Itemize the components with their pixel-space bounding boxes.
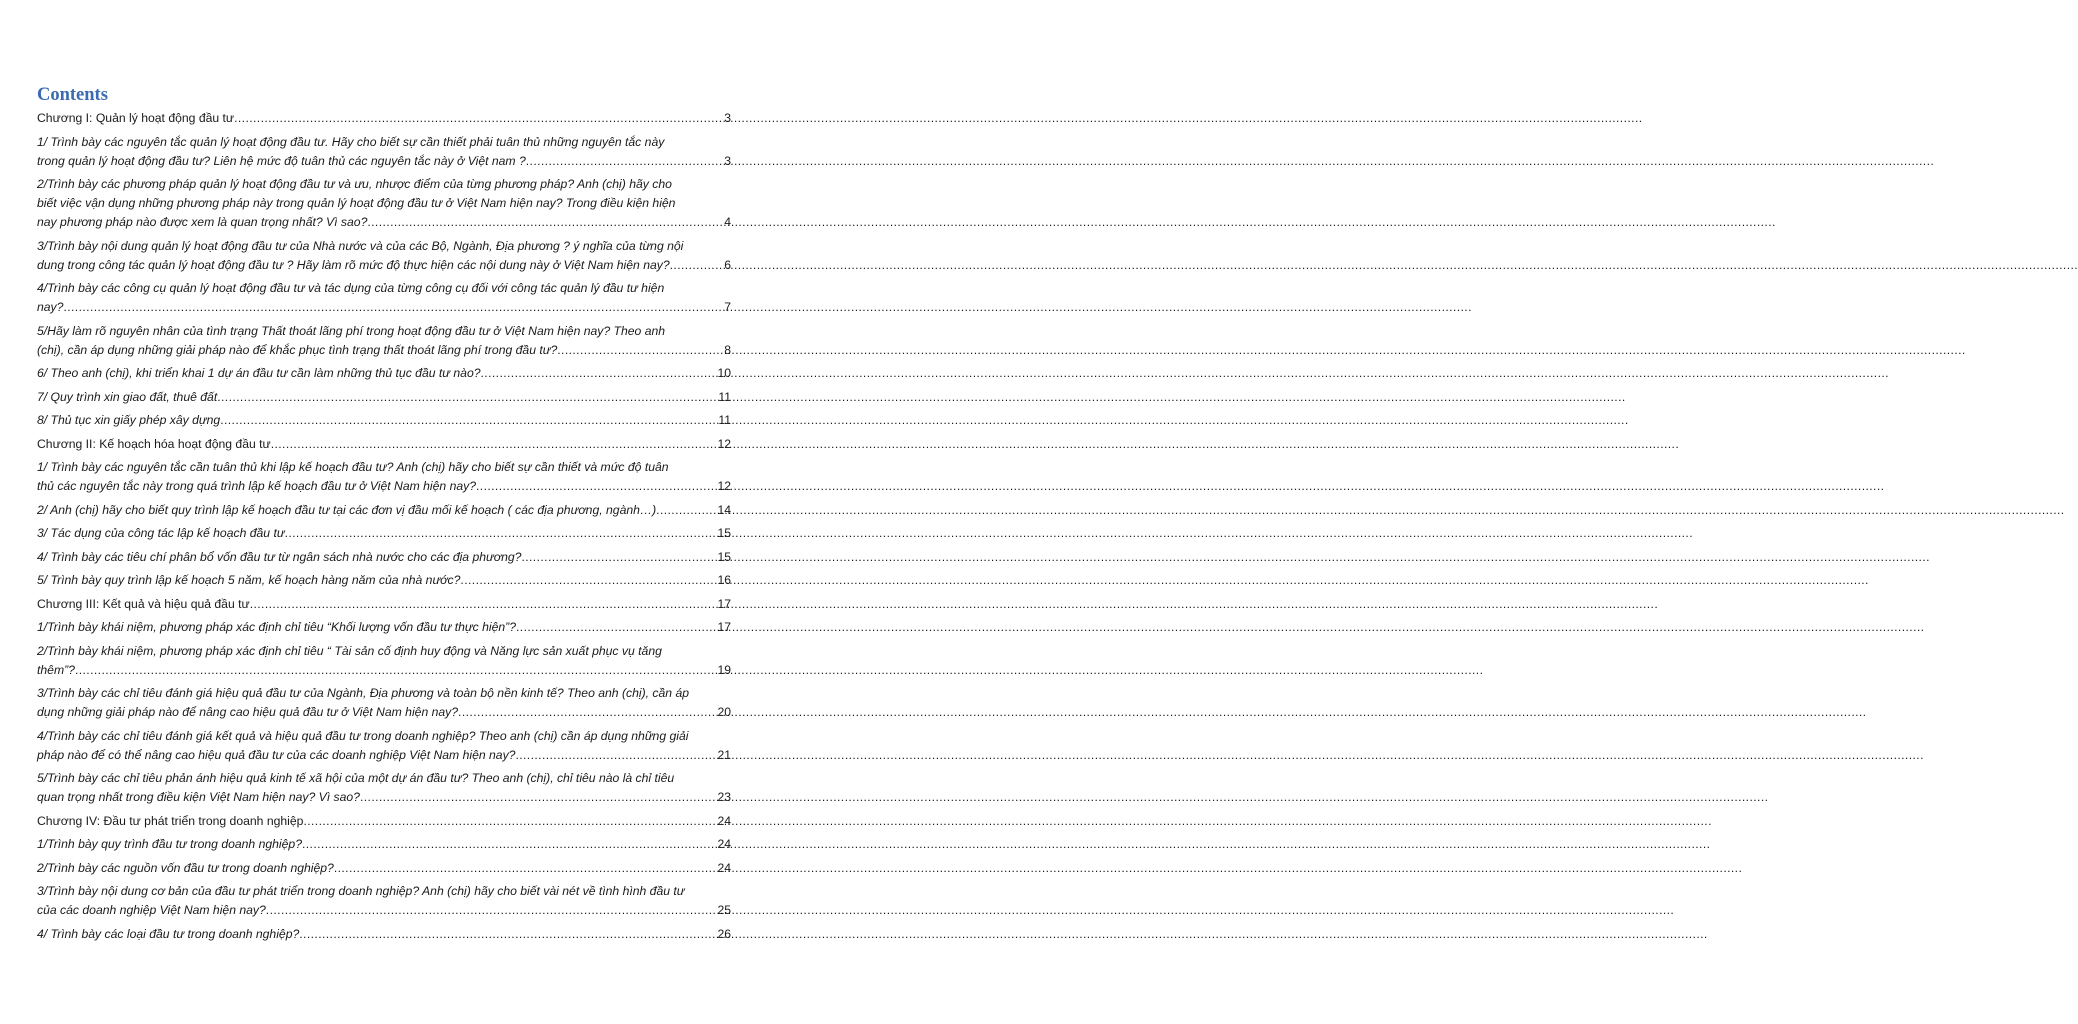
toc-dot-leader	[557, 341, 723, 360]
toc-list	[37, 109, 731, 944]
toc-entry-text-line: 1/ Trình bày các nguyên tắc cần tuân thủ khi lập kế hoạch đầu tư? Anh (chị) hãy cho biết sự cần thiết và mức độ tuân	[37, 460, 669, 474]
toc-entry-last-line	[37, 152, 731, 171]
toc-entry-last-line	[37, 901, 731, 920]
toc-question-entry[interactable]	[37, 322, 731, 360]
toc-entry-text-line: nay?	[37, 300, 64, 314]
toc-question-entry[interactable]	[37, 925, 731, 944]
toc-page-number: 24	[717, 837, 731, 851]
toc-page-number: 8	[724, 342, 731, 357]
toc-entry-last-line	[37, 925, 731, 944]
toc-page-number: 17	[717, 620, 731, 634]
toc-entry-text-line: Chương IV: Đầu tư phát triển trong doanh nghiệp	[37, 813, 304, 828]
toc-entry-last-line	[37, 548, 731, 567]
toc-entry-text-line: 4/Trình bày các công cụ quản lý hoạt động đầu tư và tác dụng của từng công cụ đối với công tác quản lý đầu tư hiện	[37, 281, 665, 295]
toc-question-entry[interactable]	[37, 524, 731, 543]
toc-dot-leader	[234, 109, 723, 128]
toc-question-entry[interactable]	[37, 501, 731, 520]
toc-dot-leader	[670, 256, 724, 275]
toc-question-entry[interactable]	[37, 458, 731, 496]
toc-entry-last-line	[37, 477, 731, 496]
toc-page-number: 7	[724, 300, 731, 314]
toc-dot-leader	[360, 788, 716, 807]
toc-page-number: 11	[718, 413, 731, 427]
toc-page-number: 6	[724, 257, 731, 272]
toc-entry-last-line	[37, 703, 731, 722]
toc-entry-text-line: 1/Trình bày quy trình đầu tư trong doanh nghiệp?	[37, 837, 302, 851]
toc-chapter-entry[interactable]	[37, 435, 731, 454]
toc-entry-text-line: dung trong công tác quản lý hoạt động đầu tư ? Hãy làm rõ mức độ thực hiện các nội dung này ở Việt Nam hiện nay?	[37, 257, 670, 272]
toc-entry-text-line: thêm”?	[37, 662, 75, 677]
toc-entry-text-line: pháp nào để có thể nâng cao hiệu quả đầu tư của các doanh nghiệp Việt Nam hiện nay?	[37, 747, 516, 762]
toc-entry-last-line	[37, 618, 731, 637]
toc-entry-text-line: 1/Trình bày khái niệm, phương pháp xác định chỉ tiêu “Khối lượng vốn đầu tư thực hiện”?	[37, 620, 517, 634]
toc-entry-text-line: 4/ Trình bày các tiêu chí phân bổ vốn đầu tư từ ngân sách nhà nước cho các địa phương?	[37, 549, 522, 564]
toc-entry-text-line: 2/Trình bày các nguồn vốn đầu tư trong doanh nghiệp?	[37, 860, 334, 875]
toc-page-number: 15	[717, 526, 731, 540]
toc-dot-leader	[334, 859, 717, 878]
toc-dot-leader	[521, 548, 716, 567]
toc-entry-text-line: Chương III: Kết quả và hiệu quả đầu tư	[37, 596, 250, 611]
toc-entry-text-line: Chương I: Quản lý hoạt động đầu tư	[37, 111, 235, 125]
toc-entry-text-line: Chương II: Kế hoạch hóa hoạt động đầu tư	[37, 436, 271, 451]
toc-entry-last-line	[37, 501, 731, 520]
toc-entry-text-line: của các doanh nghiệp Việt Nam hiện nay?	[37, 903, 266, 917]
toc-entry-last-line	[37, 411, 731, 430]
toc-question-entry[interactable]	[37, 571, 731, 590]
toc-question-entry[interactable]	[37, 882, 731, 920]
toc-entry-last-line	[37, 835, 731, 854]
toc-dot-leader	[250, 595, 717, 614]
toc-page-number: 12	[717, 436, 731, 451]
toc-question-entry[interactable]	[37, 279, 731, 317]
toc-dot-leader	[526, 152, 723, 171]
toc-entry-last-line	[37, 571, 731, 590]
toc-entry-text-line: 2/ Anh (chị) hãy cho biết quy trình lập kế hoạch đầu tư tại các đơn vị đầu mối kế hoạch ( các địa phương, ngành…)	[37, 502, 657, 517]
toc-question-entry[interactable]	[37, 618, 731, 637]
toc-entry-last-line	[37, 524, 731, 543]
toc-dot-leader	[481, 364, 717, 383]
toc-entry-last-line	[37, 256, 731, 275]
toc-chapter-entry[interactable]	[37, 595, 731, 614]
toc-entry-text-line: 5/Trình bày các chỉ tiêu phản ánh hiệu quả kinh tế xã hội của một dự án đầu tư? Theo anh (chị), chỉ tiêu nào là chỉ tiêu	[37, 771, 675, 785]
toc-dot-leader	[515, 746, 716, 765]
toc-question-entry[interactable]	[37, 727, 731, 765]
toc-page-number: 21	[717, 747, 731, 762]
toc-entry-text-line: 3/ Tác dụng của công tác lập kế hoạch đầu tư	[37, 526, 285, 540]
toc-entry-text-line: 8/ Thủ tục xin giấy phép xây dựng	[37, 413, 221, 427]
toc-entry-text-line: 6/ Theo anh (chị), khi triển khai 1 dự án đầu tư cần làm những thủ tục đầu tư nào?	[37, 366, 481, 380]
toc-page-number: 12	[717, 479, 731, 493]
toc-entry-text-line: 2/Trình bày các phương pháp quản lý hoạt động đầu tư và ưu, nhược điểm của từng phương pháp? Anh (chị) hãy cho	[37, 177, 672, 191]
toc-page-number: 15	[717, 549, 731, 564]
toc-entry-text-line: 2/Trình bày khái niệm, phương pháp xác định chỉ tiêu “ Tài sản cố định huy động và Năng lực sản xuất phục vụ tăng	[37, 643, 662, 658]
toc-chapter-entry[interactable]	[37, 812, 731, 831]
toc-question-entry[interactable]	[37, 237, 731, 275]
toc-page-number: 20	[717, 705, 731, 719]
toc-dot-leader	[63, 298, 723, 317]
toc-page-number: 4	[724, 215, 731, 229]
toc-page-number: 14	[717, 502, 731, 517]
toc-entry-text-line: dụng những giải pháp nào để nâng cao hiệu quả đầu tư ở Việt Nam hiện nay?	[37, 705, 459, 719]
toc-question-entry[interactable]	[37, 684, 731, 722]
toc-dot-leader	[476, 477, 716, 496]
toc-question-entry[interactable]	[37, 548, 731, 567]
toc-question-entry[interactable]	[37, 411, 731, 430]
toc-entry-last-line	[37, 435, 731, 454]
toc-entry-last-line	[37, 298, 731, 317]
toc-question-entry[interactable]	[37, 859, 731, 878]
toc-entry-text-line: 5/ Trình bày quy trình lập kế hoạch 5 năm, kế hoạch hàng năm của nhà nước?	[37, 573, 461, 587]
toc-question-entry[interactable]	[37, 133, 731, 171]
toc-entry-text-line: 4/ Trình bày các loại đầu tư trong doanh nghiệp?	[37, 926, 300, 941]
toc-page-number: 19	[717, 662, 731, 677]
toc-entry-text-line: trong quản lý hoạt động đầu tư? Liên hệ mức độ tuân thủ các nguyên tắc này ở Việt nam ?	[37, 153, 526, 168]
toc-dot-leader	[458, 703, 716, 722]
toc-entry-text-line: 7/ Quy trình xin giao đất, thuê đất	[37, 389, 218, 404]
toc-entry-text-line: 5/Hãy làm rõ nguyên nhân của tình trạng Thất thoát lãng phí trong hoạt động đầu tư ở Việt Nam hiện nay? Theo anh	[37, 323, 666, 338]
toc-entry-last-line	[37, 859, 731, 878]
toc-entry-last-line	[37, 812, 731, 831]
toc-entry-text-line: thủ các nguyên tắc này trong quá trình lập kế hoạch đầu tư ở Việt Nam hiện nay?	[37, 479, 476, 493]
toc-page-number: 3	[724, 111, 731, 125]
toc-entry-last-line	[37, 746, 731, 765]
toc-entry-last-line	[37, 661, 731, 680]
toc-page-number: 16	[717, 573, 731, 587]
toc-dot-leader	[303, 812, 716, 831]
toc-dot-leader	[271, 435, 717, 454]
toc-entry-text-line: 3/Trình bày các chỉ tiêu đánh giá hiệu quả đầu tư của Ngành, Địa phương và toàn bộ nền kinh tế? Theo anh (chị), cần áp	[37, 686, 690, 700]
toc-entry-text-line: 1/ Trình bày các nguyên tắc quản lý hoạt động đầu tư. Hãy cho biết sự cần thiết phải tuân thủ những nguyên tắc này	[37, 134, 665, 149]
document-page	[0, 0, 768, 1024]
toc-dot-leader	[75, 661, 717, 680]
toc-question-entry[interactable]	[37, 642, 731, 680]
toc-entry-text-line: nay phương pháp nào được xem là quan trọng nhất? Vì sao?	[37, 215, 368, 229]
toc-page-number: 26	[717, 926, 731, 941]
toc-entry-last-line	[37, 788, 731, 807]
toc-page-number: 3	[724, 153, 731, 168]
toc-dot-leader	[367, 213, 723, 232]
toc-dot-leader	[217, 388, 717, 407]
toc-entry-last-line	[37, 364, 731, 383]
toc-question-entry[interactable]	[37, 769, 731, 807]
toc-entry-last-line	[37, 388, 731, 407]
toc-dot-leader	[285, 524, 717, 543]
toc-dot-leader	[220, 411, 717, 430]
toc-dot-leader	[656, 501, 716, 520]
toc-entry-text-line: 3/Trình bày nội dung quản lý hoạt động đầu tư của Nhà nước và của các Bộ, Ngành, Địa phương ? ý nghĩa của từng nội	[37, 238, 684, 253]
toc-chapter-entry[interactable]	[37, 109, 731, 128]
toc-dot-leader	[299, 925, 716, 944]
toc-dot-leader	[460, 571, 716, 590]
toc-entry-text-line: (chị), cần áp dụng những giải pháp nào để khắc phục tình trạng thất thoát lãng phí trong đầu tư?	[37, 342, 558, 357]
toc-entry-last-line	[37, 595, 731, 614]
toc-entry-text-line: 4/Trình bày các chỉ tiêu đánh giá kết quả và hiệu quả đầu tư trong doanh nghiệp? Theo anh (chị) cần áp dụng những giải	[37, 728, 689, 743]
toc-entry-last-line	[37, 341, 731, 360]
toc-entry-text-line: quan trọng nhất trong điều kiện Việt Nam hiện nay? Vì sao?	[37, 790, 360, 804]
toc-entry-text-line: biết việc vận dụng những phương pháp này trong quản lý hoạt động đầu tư ở Việt Nam hiện nay? Trong điều kiện hiện	[37, 196, 676, 210]
toc-page-number: 24	[717, 860, 731, 875]
toc-page-number: 24	[717, 813, 731, 828]
toc-page-number: 11	[718, 389, 731, 404]
toc-question-entry[interactable]	[37, 364, 731, 383]
toc-page-number: 10	[717, 366, 731, 380]
toc-entry-text-line: 3/Trình bày nội dung cơ bản của đầu tư phát triển trong doanh nghiệp? Anh (chị) hãy cho biết vài nét về tình hình đầu tư	[37, 884, 685, 898]
toc-page-number: 17	[717, 596, 731, 611]
toc-entry-last-line	[37, 213, 731, 232]
toc-page-number: 23	[717, 790, 731, 804]
toc-dot-leader	[266, 901, 717, 920]
toc-question-entry[interactable]	[37, 835, 731, 854]
toc-entry-last-line	[37, 109, 731, 128]
toc-heading: Contents	[37, 85, 108, 105]
toc-question-entry[interactable]	[37, 388, 731, 407]
toc-question-entry[interactable]	[37, 175, 731, 232]
toc-page-number: 25	[717, 903, 731, 917]
toc-dot-leader	[516, 618, 716, 637]
toc-dot-leader	[302, 835, 716, 854]
